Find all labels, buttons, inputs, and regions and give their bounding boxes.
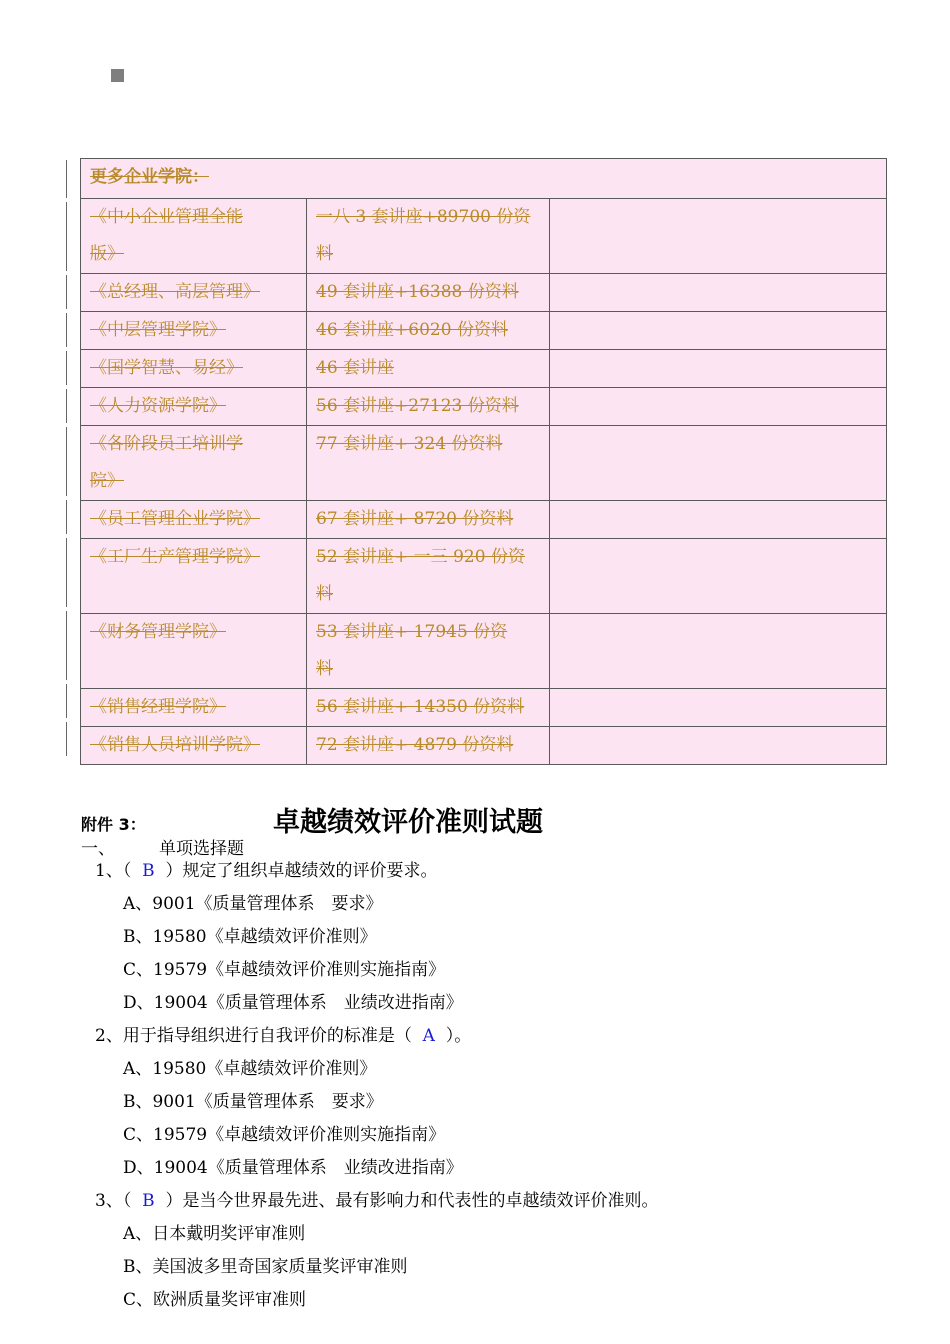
course-name-cell: 《中小企业管理全能 版》	[81, 199, 307, 274]
course-content-cell: 56 套讲座+ 14350 份资料	[307, 689, 550, 727]
question-text: 3、（ B ）是当今世界最先进、最有影响力和代表性的卓越绩效评价准则。	[95, 1191, 659, 1211]
course-name-cell: 《销售经理学院》	[81, 689, 307, 727]
empty-cell	[550, 727, 887, 765]
course-name-cell: 《国学智慧、易经》	[81, 350, 307, 388]
course-name-cell: 《总经理、高层管理》	[81, 274, 307, 312]
course-name-cell: 《员工管理企业学院》	[81, 501, 307, 539]
option-item: A、日本戴明奖评审准则	[123, 1224, 306, 1244]
empty-cell	[550, 501, 887, 539]
document-title: 卓越绩效评价准则试题	[273, 807, 543, 838]
answer-letter: A	[417, 1026, 441, 1046]
course-content-cell: 56 套讲座+27123 份资料	[307, 388, 550, 426]
course-content-cell: 46 套讲座	[307, 350, 550, 388]
annex-label: 附件 3：	[81, 815, 146, 834]
table-row	[81, 274, 887, 312]
table-row	[81, 312, 887, 350]
option-item: B、美国波多里奇国家质量奖评审准则	[123, 1257, 408, 1277]
empty-cell	[550, 199, 887, 274]
question-text: 2、用于指导组织进行自我评价的标准是（ A ）。	[95, 1026, 472, 1046]
course-content-cell: 67 套讲座+ 8720 份资料	[307, 501, 550, 539]
course-content-cell: 77 套讲座+ 324 份资料	[307, 426, 550, 501]
answer-letter: B	[136, 861, 161, 881]
table-row	[81, 539, 887, 614]
course-content-cell: 52 套讲座+ 一三 920 份资 料	[307, 539, 550, 614]
section-title: 单项选择题	[159, 839, 244, 859]
course-content-cell: 46 套讲座+6020 份资料	[307, 312, 550, 350]
table-row	[81, 727, 887, 765]
empty-cell	[550, 312, 887, 350]
empty-cell	[550, 689, 887, 727]
option-item: B、9001《质量管理体系 要求》	[123, 1092, 383, 1112]
empty-cell	[550, 350, 887, 388]
course-name-cell: 《财务管理学院》	[81, 614, 307, 689]
course-name-cell: 《中层管理学院》	[81, 312, 307, 350]
course-content-cell: 72 套讲座+ 4879 份资料	[307, 727, 550, 765]
course-name-cell: 《各阶段员工培训学 院》	[81, 426, 307, 501]
table-row	[81, 614, 887, 689]
option-item: A、19580《卓越绩效评价准则》	[123, 1059, 377, 1079]
option-item: D、19004《质量管理体系 业绩改进指南》	[123, 993, 463, 1013]
table-row	[81, 501, 887, 539]
empty-cell	[550, 274, 887, 312]
option-item: A、9001《质量管理体系 要求》	[123, 894, 383, 914]
course-name-cell: 《工厂生产管理学院》	[81, 539, 307, 614]
course-content-cell: 一八 3 套讲座+89700 份资 料	[307, 199, 550, 274]
table-row	[81, 350, 887, 388]
answer-letter: B	[136, 1191, 161, 1211]
empty-cell	[550, 388, 887, 426]
course-name-cell: 《人力资源学院》	[81, 388, 307, 426]
option-item: B、19580《卓越绩效评价准则》	[123, 927, 377, 947]
course-name-cell: 《销售人员培训学院》	[81, 727, 307, 765]
course-content-cell: 49 套讲座+16388 份资料	[307, 274, 550, 312]
table-header-row	[81, 159, 887, 199]
table-row	[81, 689, 887, 727]
table-row	[81, 426, 887, 501]
table-row	[81, 199, 887, 274]
empty-cell	[550, 539, 887, 614]
section-number: 一、	[81, 839, 115, 859]
course-content-cell: 53 套讲座+ 17945 份资 料	[307, 614, 550, 689]
table-row	[81, 388, 887, 426]
empty-cell	[550, 426, 887, 501]
option-item: C、19579《卓越绩效评价准则实施指南》	[123, 960, 446, 980]
empty-cell	[550, 614, 887, 689]
square-bullet-icon	[111, 69, 124, 82]
option-item: C、19579《卓越绩效评价准则实施指南》	[123, 1125, 446, 1145]
option-item: C、欧洲质量奖评审准则	[123, 1290, 307, 1310]
question-text: 1、（ B ）规定了组织卓越绩效的评价要求。	[95, 861, 438, 881]
option-item: D、19004《质量管理体系 业绩改进指南》	[123, 1158, 463, 1178]
academy-table	[80, 158, 887, 765]
table-header: 更多企业学院：	[81, 159, 887, 199]
